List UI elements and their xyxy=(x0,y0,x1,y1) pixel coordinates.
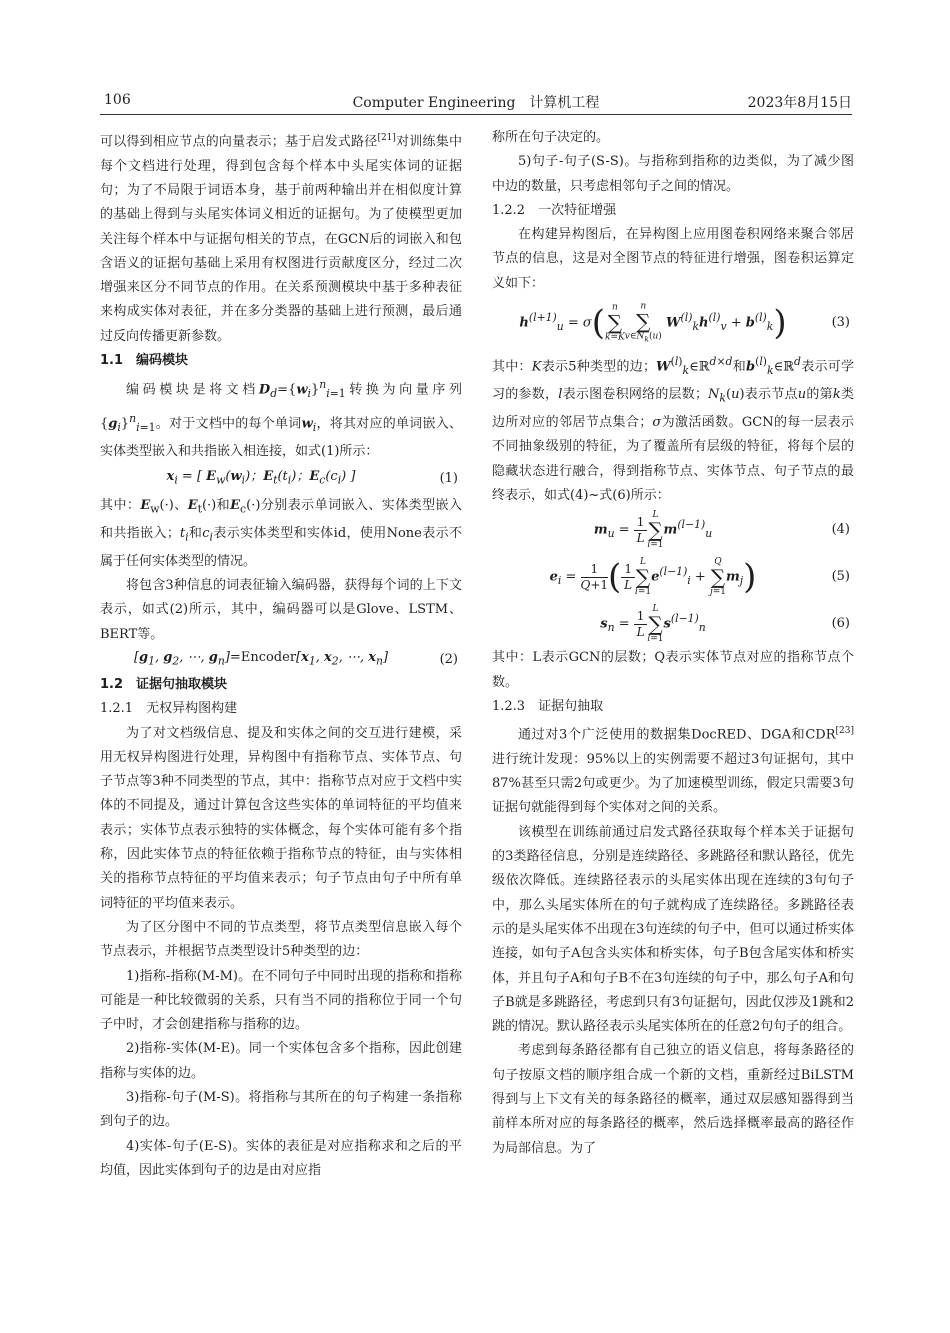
equation-6: $s_n$ = $\frac{1}{L}$ L ∑ $l=1s^{(l-1)}_n$ (6) xyxy=(600,604,850,645)
paragraph: 该模型在训练前通过启发式路径获取每个样本关于证据句的3类路径信息，分别是连续路径、多跳路径和默认路径，优先级依次降低。连续路径表示的头尾实体出现在连续的3句句子中，那么头尾实体所在的句子就构成了连续路径。多跳路径表示的是头尾实体不出现在3句连续的句子中，但可以通过桥实体连接，如句子A包含头实体和桥实体，句子B包含尾实体和桥实体，并且句子A和句子B不在3句连续的句子中，那么句子A和句子B就是多跳路径，考虑到只有3句证据句，因此仅涉及1跳和2跳的情况。默认路径表示头尾实体所在的任意2句句子的组合。 xyxy=(492,824,854,1035)
list-item: 2)指称-实体(M-E)。同一个实体包含多个指称，因此创建指称与实体的边。 xyxy=(100,1041,462,1081)
paragraph: 在构建异构图后，在异构图上应用图卷积网络来聚合邻居节点的信息，这是对全图节点的特征进行增强，图卷积运算定义如下： xyxy=(492,227,854,291)
paragraph: 考虑到每条路径都有自己独立的语义信息，将每条路径的句子按原文档的顺序组合成一个新的文档，重新经过BiLSTM得到与上下文有关的每条路径的概率，通过双层感知器得到当前样本所对应的每条路径的概率，然后选择概率最高的路径作为局部信息。为了 xyxy=(492,1043,854,1156)
paragraph: 编码模块是将文档$D_d=\{w_i\}^n_{i=1}$转换为向量序列$\{g_i\}^n_{i=1}$。对于文档中的每个单词$w_i$，将其对应的单词嵌入、实体类型嵌入和共指嵌入相连接，如式(1)所示： xyxy=(100,378,462,459)
equation-3: $h^{(l+1)}_u = \sigma$( n ∑ k=Kn ∑ $v\in N_k(u) W^{(l)}_kh^{(l)}_v + b^{(l)}_k$) (3) xyxy=(519,301,850,344)
paragraph: 可以得到相应节点的向量表示；基于启发式路径[21]对训练集中每个文档进行处理，得到包含每个样本中头尾实体词的证据句；为了不局限于词语本身，基于前两种输出并在相似度计算的基础上得到与头尾实体词义相近的证据句。为了使模型更加关注每个样本中与证据句相关的节点，在GCN后的词嵌入和包含语义的证据句基础上采用有权图进行贡献度区分，经过二次增强来区分不同节点的作用。在关系预测模块中基于多种表征来构成实体对表征，并在多分类器的基础上进行预测，最后通过反向传播更新参数。 xyxy=(100,133,462,344)
paragraph: 其中：L表示GCN的层数；Q表示实体节点对应的指称节点个数。 xyxy=(492,650,854,690)
equation-2: [$g_1$, $g_2$, ⋯, $g_n]=Encoder[x_1$, $x_2$, ⋯, $x_n$] (2) xyxy=(133,650,458,668)
section-heading-1-2: 1.2 证据句抽取模块 xyxy=(100,677,228,692)
page-number: 106 xyxy=(104,92,131,108)
equation-4: $m_u$ = $\frac{1}{L}$ L ∑ $l=1m^{(l-1)}_u$ (4) xyxy=(593,510,850,551)
paragraph: 通过对3个广泛使用的数据集DocRED、DGA和CDR[23]进行统计发现：95%以上的实例需要不超过3句证据句，其中87%甚至只需2句或更少。为了加速模型训练，假定只需要3句证据句就能得到每个实体对之间的关系。 xyxy=(492,726,854,816)
equation-5: $e_i$ = $\frac{1}{Q+1}$ ( $\frac{1}{L}$ L ∑ $l=1e^{(l-1)}_i + Q$ ∑ $j=1m_j$) (5) xyxy=(549,557,850,598)
journal-title: Computer Engineering 计算机工程 xyxy=(352,95,600,111)
list-item: 3)指称-句子(M-S)。将指称与其所在的句子构建一条指称到句子的边。 xyxy=(100,1090,462,1130)
paragraph: 为了对文档级信息、提及和实体之间的交互进行建模，采用无权异构图进行处理，异构图中有指称节点、实体节点、句子节点等3种不同类型的节点，其中：指称节点对应于文档中实体的不同提及，通过计算包含这些实体的单词特征的平均值来表示；实体节点表示独特的实体概念，每个实体可能有多个指称，因此实体节点的特征依赖于指称节点的特征，由与实体相关的指称节点特征的平均值来表示；句子节点由句子中所有单词特征的平均值来表示。 xyxy=(100,725,462,911)
paragraph: 其中：K表示5种类型的边；$W^{(l)}_k\in ℝ^{d\times d}$和$b^{(l)}_k\in ℝ^d$表示可学习的参数，l表示图卷积网络的层数；$N_k(u)$表示节点u的第k类边所对应的邻居节点集合；σ为激活函数。GCN的每一层表示不同抽象级别的特征，为了覆盖所有层级的特征，将每个层的隐藏状态进行融合，得到指称节点、实体节点、句子节点的最终表示，如式(4)~式(6)所示： xyxy=(492,355,854,504)
paragraph: 为了区分图中不同的节点类型，将节点类型信息嵌入每个节点表示，并根据节点类型设计5种类型的边： xyxy=(100,919,462,960)
list-item: 1)指称-指称(M-M)。在不同句子中同时出现的指称和指称可能是一种比较微弱的关系，只有当不同的指称位于同一个句子中时，才会创建指称与指称的边。 xyxy=(100,968,462,1033)
subsection-heading-1-2-1: 1.2.1 无权异构图构建 xyxy=(100,701,238,717)
equation-1: $x_i$ = [ $E_w(w_i)$；$E_t(t_i)$；$E_c(c_i)$ ] (1) xyxy=(166,469,458,487)
paragraph: 其中：$E_w(\cdot)$、$E_t(\cdot)$和$E_c(\cdot)$分别表示单词嵌入、实体类型嵌入和共指嵌入；$t_i$和$c_i$表示实体类型和实体id，使用None表示不属于任何实体类型的情况。 xyxy=(100,498,462,569)
paragraph: 将包含3种信息的词表征输入编码器，获得每个词的上下文表示，如式(2)所示，其中，编码器可以是Glove、LSTM、BERT等。 xyxy=(100,578,462,642)
page-header xyxy=(100,88,852,115)
right-column xyxy=(492,126,854,1161)
list-item: 4)实体-句子(E-S)。实体的表征是对应指称求和之后的平均值，因此实体到句子的边是由对应指 xyxy=(100,1138,462,1178)
subsection-heading-1-2-2: 1.2.2 一次特征增强 xyxy=(492,202,617,218)
list-item: 5)句子-句子(S-S)。与指称到指称的边类似，为了减少图中边的数量，只考虑相邻句子之间的情况。 xyxy=(492,154,854,194)
section-heading-1-1: 1.1 编码模块 xyxy=(100,353,189,368)
paragraph: 称所在句子决定的。 xyxy=(492,130,610,145)
subsection-heading-1-2-3: 1.2.3 证据句抽取 xyxy=(492,698,604,714)
issue-date: 2023年8月15日 xyxy=(747,95,852,111)
left-column xyxy=(100,126,462,1183)
